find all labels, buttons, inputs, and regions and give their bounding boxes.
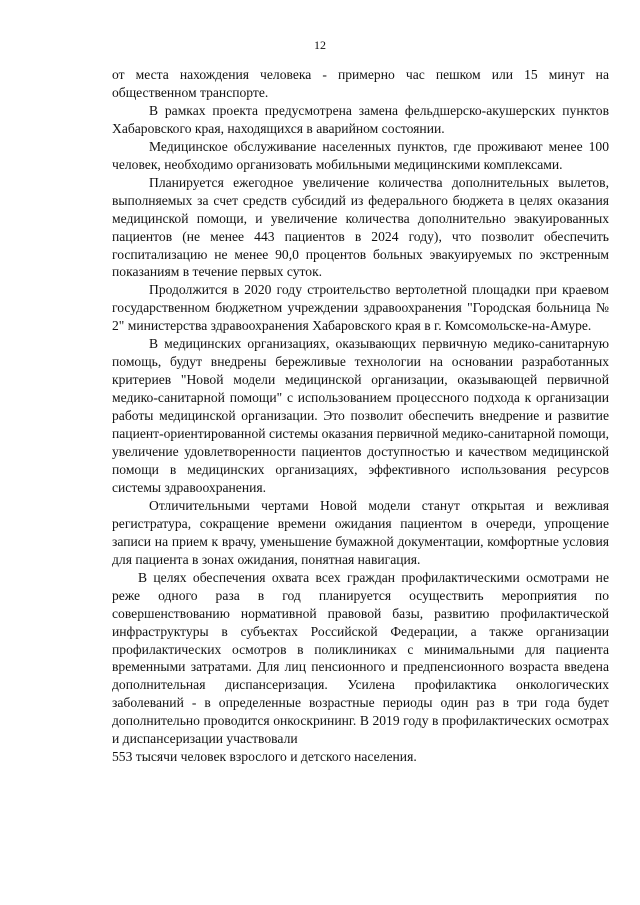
document-body bbox=[112, 66, 609, 766]
paragraph-mobile-complexes: Медицинское обслуживание населенных пунктов, где проживают менее 100 человек, необходимо организовать мобильными медицинскими комплексами. bbox=[112, 138, 609, 172]
paragraph-population-count: 553 тысячи человек взрослого и детского населения. bbox=[112, 749, 417, 765]
paragraph-air-evacuation: Планируется ежегодное увеличение количества дополнительных вылетов, выполняемых за счет средств субсидий из федерального бюджета в целях оказания медицинской помощи, и увеличение количества дополнительно эвакуированных пациентов (не менее 443 пациентов в 2024 году), что позволит обеспечить госпитализацию не менее 90,0 процентов больных эвакуируемых по экстренным показаниям в течение первых суток. bbox=[112, 174, 609, 280]
paragraph-lean-technologies: В медицинских организациях, оказывающих первичную медико-санитарную помощь, будут внедрены бережливые технологии на основании разработанных критериев "Новой модели медицинской организации, оказывающей первичной медико-санитарной помощи" с использованием процессного подхода к организации работы медицинской организации. Это позволит обеспечить внедрение и развитие пациент-ориентированной системы оказания первичной медико-санитарной помощи, увеличение удовлетворенности пациентов доступностью и качеством медицинской помощи в медицинских организациях, эффективного использования ресурсов системы здравоохранения. bbox=[112, 336, 609, 495]
paragraph-new-model-features: Отличительными чертами Новой модели станут открытая и вежливая регистратура, сокращение времени ожидания пациентом в очереди, упрощение записи на прием к врачу, уменьшение бумажной документации, комфортные условия для пациента в зонах ожидания, понятная навигация. bbox=[112, 497, 609, 567]
paragraph-continuation: от места нахождения человека - примерно час пешком или 15 минут на общественном транспорте. bbox=[112, 67, 609, 100]
paragraph-helipad: Продолжится в 2020 году строительство вертолетной площадки при краевом государственном бюджетном учреждении здравоохранения "Городская больница № 2" министерства здравоохранения Хабаровского края в г. Комсомольске-на-Амуре. bbox=[112, 282, 609, 334]
paragraph-fap-replacement: В рамках проекта предусмотрена замена фельдшерско-акушерских пунктов Хабаровского края, находящихся в аварийном состоянии. bbox=[112, 102, 609, 136]
paragraph-preventive-exams: В целях обеспечения охвата всех граждан профилактическими осмотрами не реже одного раза в год планируется осуществить мероприятия по совершенствованию нормативной правовой базы, развитию профилактической инфраструктуры в субъектах Российской Федерации, а также организации профилактических осмотров в поликлиниках с минимальными для пациента временными затратами. Для лиц пенсионного и предпенсионного возраста введена дополнительная диспансеризация. Усилена профилактика онкологических заболеваний - в определенные возрастные периоды один раз в три года будет дополнительно проводится онкоскрининг. В 2019 году в профилактических осмотрах и диспансеризации участвовали bbox=[112, 569, 609, 747]
page-number: 12 bbox=[314, 38, 326, 52]
